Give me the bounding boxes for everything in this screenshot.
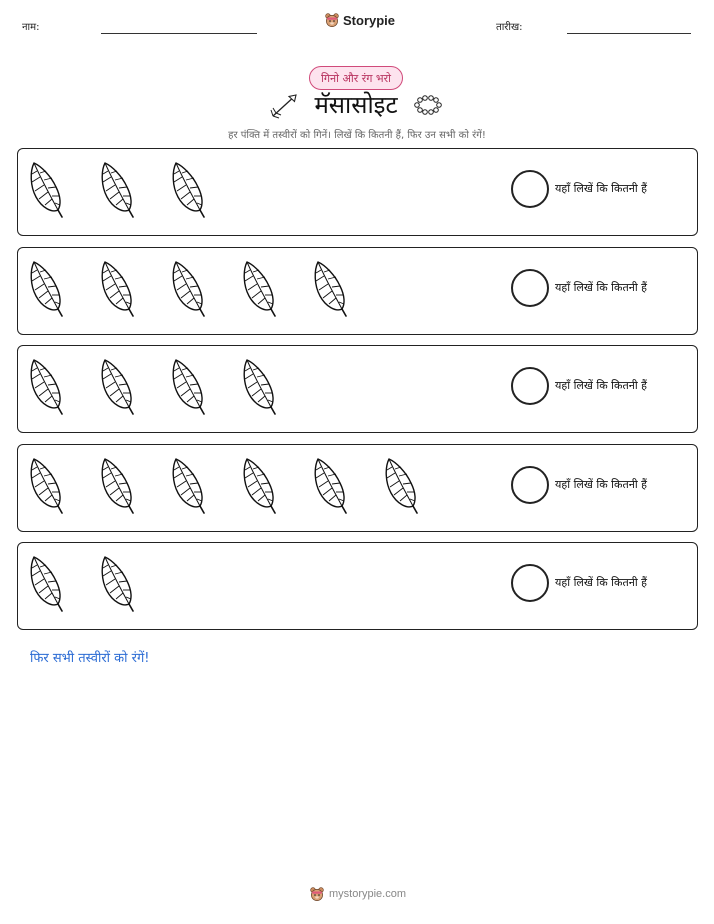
count-row	[17, 542, 698, 630]
answer-label: यहाँ लिखें कि कितनी हैं	[555, 182, 648, 195]
count-row	[17, 345, 698, 433]
site-url: mystorypie.com	[329, 888, 407, 900]
answer-circle[interactable]	[511, 564, 549, 602]
feather-icon	[99, 258, 137, 320]
counting-rows	[17, 148, 698, 641]
answer-circle[interactable]	[511, 367, 549, 405]
answer-label: यहाँ लिखें कि कितनी हैं	[555, 280, 648, 294]
feather-icon	[312, 258, 350, 320]
feather-icon	[241, 455, 279, 517]
arrow-icon	[270, 91, 300, 119]
feather-icon	[241, 356, 279, 418]
name-field[interactable]	[101, 33, 257, 34]
answer-label: यहाँ लिखें कि कितनी हैं	[555, 576, 648, 589]
feather-icon	[99, 159, 137, 221]
count-row	[17, 247, 698, 335]
feather-icon	[99, 455, 137, 517]
feather-icon	[241, 258, 279, 320]
feather-icon	[170, 455, 208, 517]
feather-group	[28, 356, 279, 418]
feather-group	[28, 553, 137, 615]
feather-icon	[170, 356, 208, 418]
bead-necklace-icon	[412, 95, 444, 115]
name-label: नाम:	[22, 22, 40, 33]
feather-group	[28, 455, 421, 517]
feather-icon	[99, 553, 137, 615]
feather-group	[28, 159, 208, 221]
answer-circle[interactable]	[511, 466, 549, 504]
footer-note: फिर सभी तस्वीरों को रंगें!	[30, 651, 150, 666]
date-label: तारीख:	[496, 22, 523, 33]
date-field[interactable]	[567, 33, 691, 34]
feather-group	[28, 258, 350, 320]
site-footer	[309, 886, 406, 902]
answer-circle[interactable]	[511, 170, 549, 208]
feather-icon	[28, 553, 66, 615]
brand-logo	[324, 12, 395, 28]
title-row	[0, 88, 714, 122]
feather-icon	[99, 356, 137, 418]
instructions: हर पंक्ति में तस्वीरों को गिनें। लिखें कि कितनी हैं, फिर उन सभी को रंगें!	[228, 130, 486, 141]
count-row	[17, 148, 698, 236]
answer-label: यहाँ लिखें कि कितनी हैं	[555, 379, 648, 392]
brand-name: Storypie	[343, 12, 396, 28]
feather-icon	[312, 455, 350, 517]
feather-icon	[28, 356, 66, 418]
page-title: मॅसासोइट	[314, 91, 398, 119]
feather-icon	[170, 258, 208, 320]
feather-icon	[28, 258, 66, 320]
feather-icon	[170, 159, 208, 221]
feather-icon	[28, 159, 66, 221]
count-row	[17, 444, 698, 532]
answer-label: यहाँ लिखें कि कितनी हैं	[555, 477, 648, 491]
feather-icon	[383, 455, 421, 517]
activity-badge: गिनो और रंग भरो	[309, 66, 403, 90]
bear-mascot-icon	[324, 12, 340, 28]
bear-mascot-icon	[309, 886, 325, 902]
feather-icon	[28, 455, 66, 517]
answer-circle[interactable]	[511, 269, 549, 307]
